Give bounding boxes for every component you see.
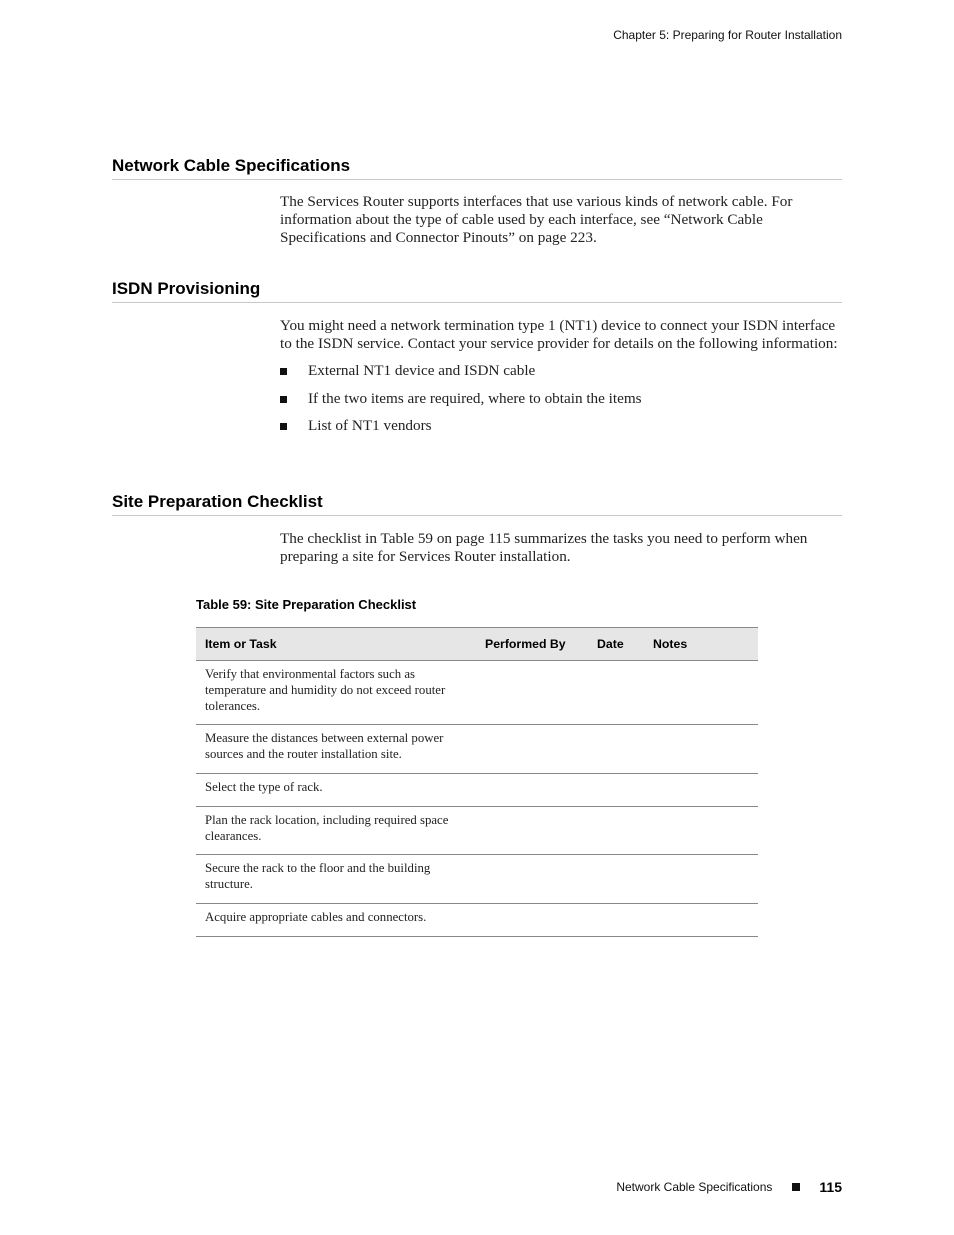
task-cell: Acquire appropriate cables and connectors. bbox=[196, 903, 476, 936]
task-cell: Verify that environmental factors such as temperature and humidity do not exceed router tolerances. bbox=[196, 661, 476, 725]
date-cell bbox=[588, 903, 644, 936]
table-row bbox=[196, 903, 758, 936]
performed-by-cell bbox=[476, 725, 588, 774]
section-isdn bbox=[112, 279, 842, 445]
list-item bbox=[280, 390, 842, 408]
notes-cell bbox=[644, 661, 758, 725]
notes-cell bbox=[644, 773, 758, 806]
task-cell: Plan the rack location, including required space clearances. bbox=[196, 806, 476, 855]
date-cell bbox=[588, 855, 644, 904]
page-number: 115 bbox=[819, 1179, 842, 1195]
section-heading: Site Preparation Checklist bbox=[112, 492, 842, 516]
task-cell: Select the type of rack. bbox=[196, 773, 476, 806]
section-heading: Network Cable Specifications bbox=[112, 156, 842, 180]
performed-by-cell bbox=[476, 661, 588, 725]
column-header-date: Date bbox=[588, 628, 644, 661]
running-header: Chapter 5: Preparing for Router Installation bbox=[613, 28, 842, 42]
body-paragraph: You might need a network termination type 1 (NT1) device to connect your ISDN interface to the ISDN service. Contact your service provider for details on the following information: bbox=[280, 317, 838, 353]
table-caption: Table 59: Site Preparation Checklist bbox=[196, 597, 417, 612]
notes-cell bbox=[644, 806, 758, 855]
date-cell bbox=[588, 773, 644, 806]
task-cell: Secure the rack to the floor and the building structure. bbox=[196, 855, 476, 904]
date-cell bbox=[588, 725, 644, 774]
table-row bbox=[196, 661, 758, 725]
table-row bbox=[196, 855, 758, 904]
bullet-list bbox=[280, 362, 842, 435]
table-row bbox=[196, 806, 758, 855]
section-heading: ISDN Provisioning bbox=[112, 279, 842, 303]
list-item-text: External NT1 device and ISDN cable bbox=[308, 362, 536, 380]
date-cell bbox=[588, 661, 644, 725]
task-cell: Measure the distances between external power sources and the router installation site. bbox=[196, 725, 476, 774]
checklist-table bbox=[196, 627, 758, 937]
table-row bbox=[196, 773, 758, 806]
section-network-cable bbox=[112, 156, 842, 248]
date-cell bbox=[588, 806, 644, 855]
bullet-icon bbox=[280, 396, 287, 403]
list-item-text: If the two items are required, where to obtain the items bbox=[308, 389, 642, 407]
notes-cell bbox=[644, 855, 758, 904]
table-row bbox=[196, 725, 758, 774]
list-item bbox=[280, 362, 842, 380]
body-paragraph: The checklist in Table 59 on page 115 summarizes the tasks you need to perform when preparing a site for Services Router installation. bbox=[280, 530, 808, 566]
bullet-icon bbox=[280, 368, 287, 375]
performed-by-cell bbox=[476, 903, 588, 936]
notes-cell bbox=[644, 903, 758, 936]
list-item-text: List of NT1 vendors bbox=[308, 417, 432, 435]
table-header-row bbox=[196, 628, 758, 661]
column-header-performed-by: Performed By bbox=[476, 628, 588, 661]
section-site-prep bbox=[112, 492, 842, 566]
column-header-notes: Notes bbox=[644, 628, 758, 661]
performed-by-cell bbox=[476, 806, 588, 855]
running-footer bbox=[616, 1179, 842, 1195]
column-header-task: Item or Task bbox=[196, 628, 476, 661]
body-paragraph: The Services Router supports interfaces that use various kinds of network cable. For information about the type of cable used by each interface, see “Network Cable Specifications and Connector Pinouts” on page 223. bbox=[280, 193, 793, 247]
footer-square-icon bbox=[792, 1183, 800, 1191]
bullet-icon bbox=[280, 423, 287, 430]
notes-cell bbox=[644, 725, 758, 774]
performed-by-cell bbox=[476, 773, 588, 806]
list-item bbox=[280, 417, 842, 435]
performed-by-cell bbox=[476, 855, 588, 904]
footer-section-title: Network Cable Specifications bbox=[616, 1180, 773, 1194]
